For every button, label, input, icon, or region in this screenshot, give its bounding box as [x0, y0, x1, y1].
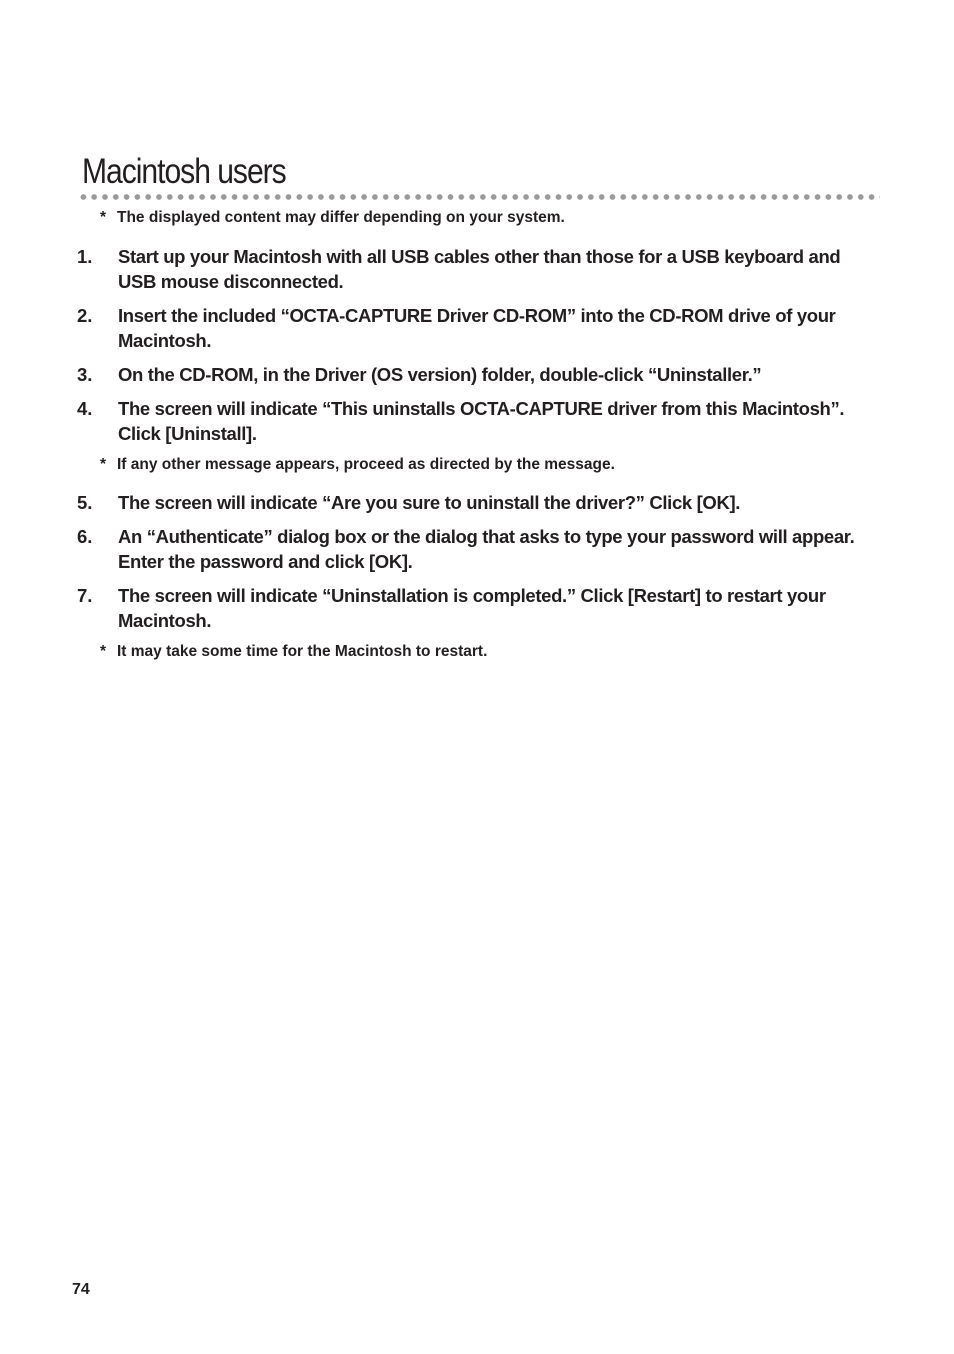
step-number: 6. — [77, 526, 93, 547]
step-number: 3. — [77, 364, 93, 385]
step-6 — [77, 524, 877, 574]
dotted-divider — [78, 193, 880, 201]
note-text: The displayed content may differ depending on your system. — [117, 209, 565, 226]
step-number: 5. — [77, 492, 93, 513]
step-text: Insert the included “OCTA-CAPTURE Driver CD-ROM” into the CD-ROM drive of your Macintosh. — [118, 305, 836, 351]
note-text: If any other message appears, proceed as directed by the message. — [117, 456, 615, 473]
step-text: Start up your Macintosh with all USB cables other than those for a USB keyboard and USB mouse disconnected. — [118, 246, 841, 292]
step-2 — [77, 303, 877, 353]
note-text: It may take some time for the Macintosh to restart. — [117, 643, 488, 660]
page-title: Macintosh users — [82, 152, 286, 191]
step-7 — [77, 583, 877, 633]
step-1 — [77, 244, 877, 294]
note-restart-time — [100, 642, 487, 662]
note-other-message — [100, 455, 615, 475]
asterisk-marker: * — [100, 643, 107, 660]
step-number: 2. — [77, 305, 93, 326]
asterisk-marker: * — [100, 209, 107, 226]
step-5 — [77, 490, 877, 515]
note-display-content — [100, 208, 565, 228]
step-3 — [77, 362, 877, 387]
step-number: 1. — [77, 246, 93, 267]
step-text: The screen will indicate “Are you sure to uninstall the driver?” Click [OK]. — [118, 492, 741, 513]
page-number: 74 — [72, 1281, 90, 1298]
step-number: 4. — [77, 398, 93, 419]
step-text: The screen will indicate “Uninstallation is completed.” Click [Restart] to restart your Macintosh. — [118, 585, 826, 631]
step-number: 7. — [77, 585, 93, 606]
step-text: On the CD-ROM, in the Driver (OS version) folder, double-click “Uninstaller.” — [118, 364, 762, 385]
step-text: An “Authenticate” dialog box or the dialog that asks to type your password will appear. Enter the password and click [OK]. — [118, 526, 855, 572]
step-text: The screen will indicate “This uninstalls OCTA-CAPTURE driver from this Macintosh”. Click [Uninstall]. — [118, 398, 845, 444]
asterisk-marker: * — [100, 456, 107, 473]
step-4 — [77, 396, 877, 446]
